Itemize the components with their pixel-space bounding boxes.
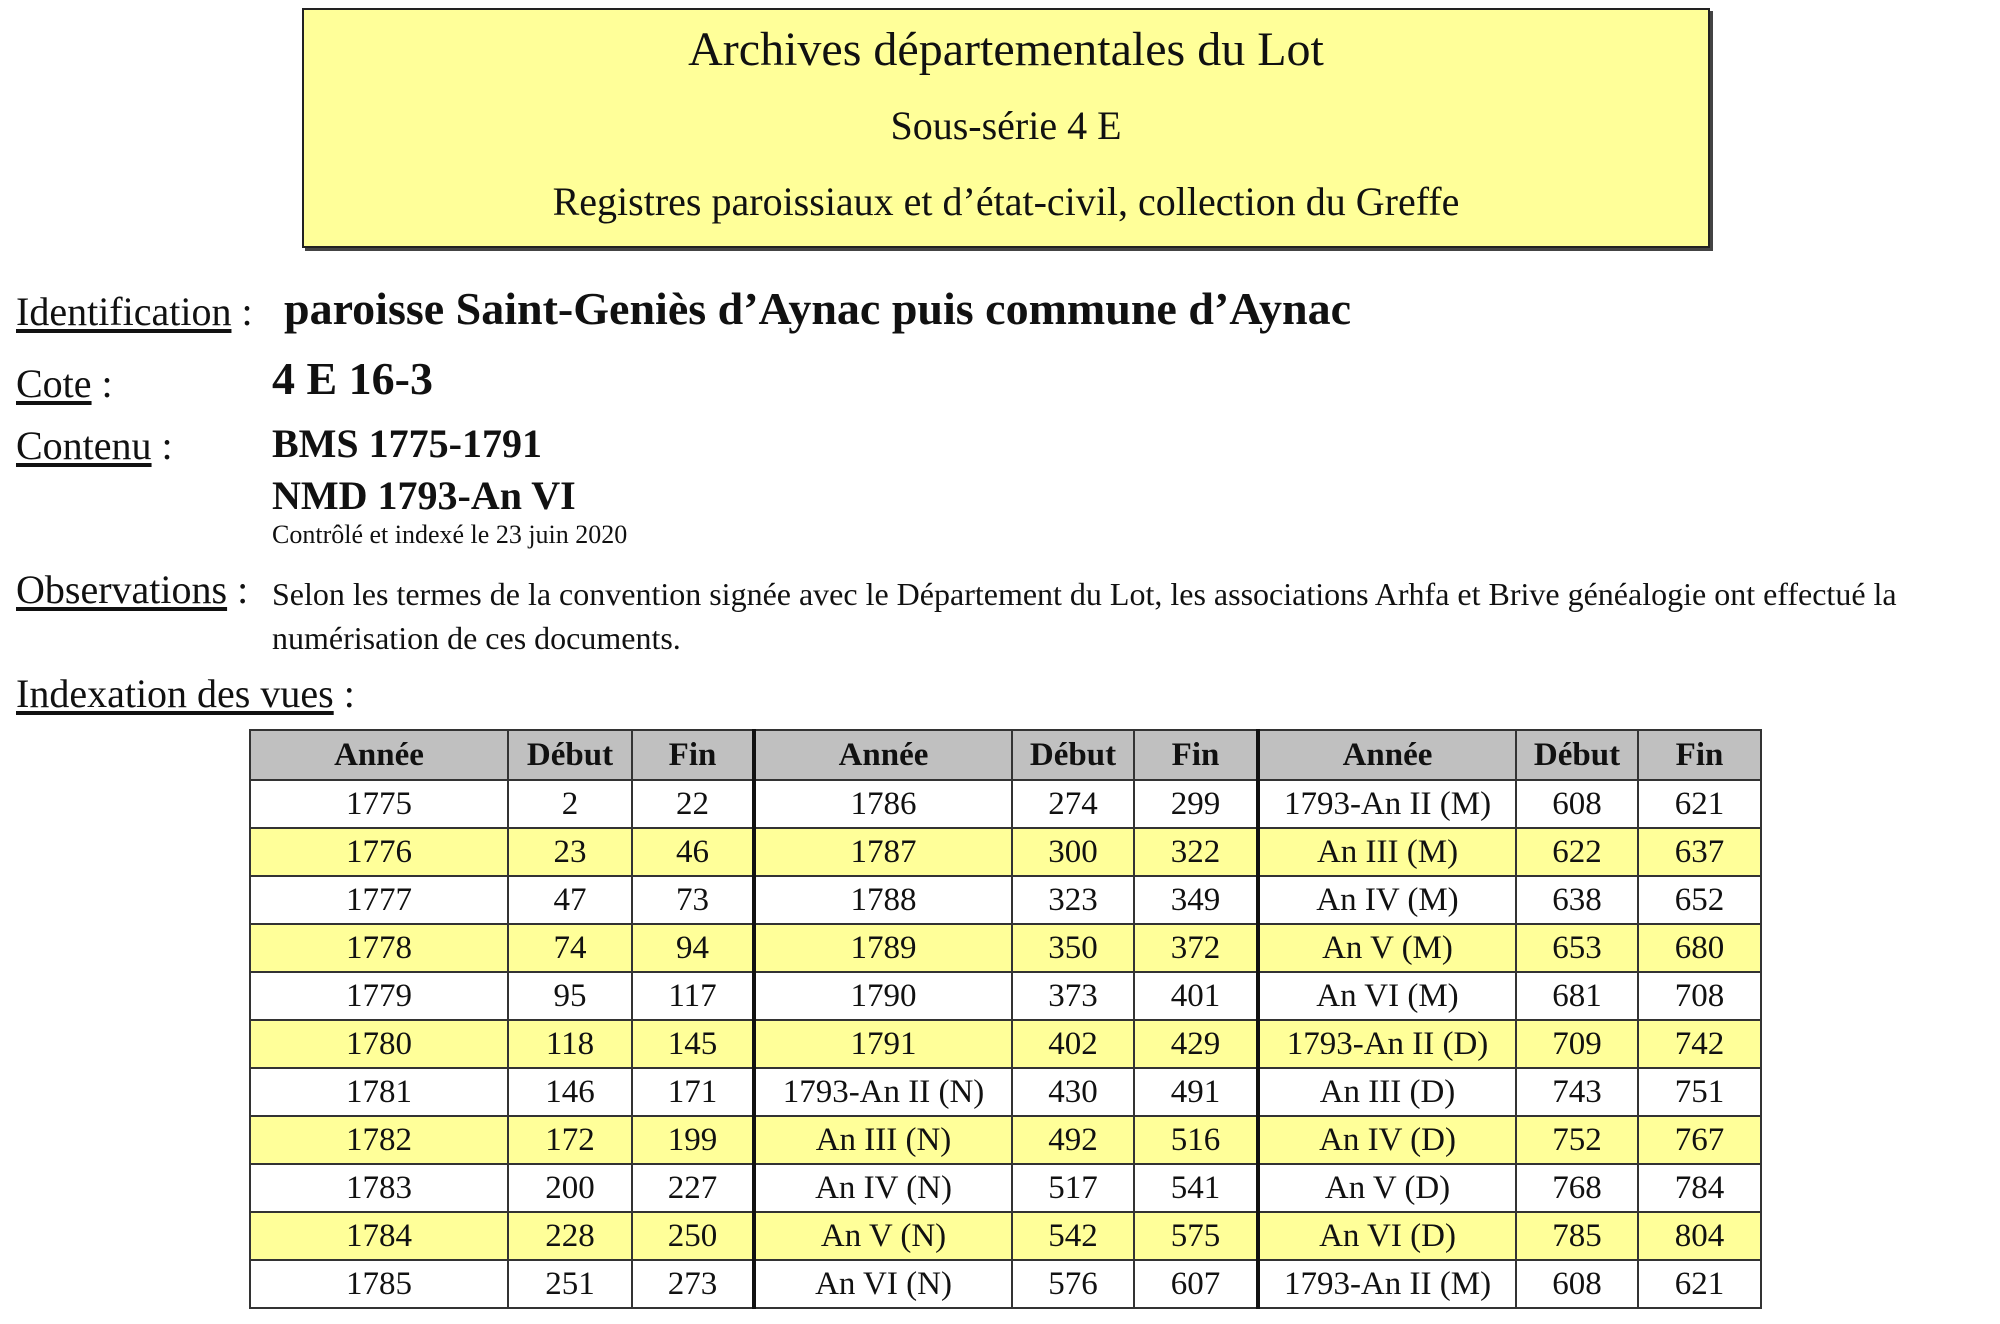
table-row <box>250 780 1761 828</box>
header-fin: Fin <box>1134 730 1258 780</box>
contenu-label: Contenu : <box>16 423 173 468</box>
table-cell: 47 <box>508 876 632 924</box>
table-cell: 73 <box>632 876 754 924</box>
table-cell: 637 <box>1638 828 1761 876</box>
table-cell: 1776 <box>250 828 508 876</box>
table-cell: 681 <box>1516 972 1638 1020</box>
table-cell: 1793-An II (D) <box>1258 1020 1516 1068</box>
table-cell: 1786 <box>754 780 1012 828</box>
table-cell: 622 <box>1516 828 1638 876</box>
table-cell: 274 <box>1012 780 1134 828</box>
table-cell: 784 <box>1638 1164 1761 1212</box>
table-cell: 22 <box>632 780 754 828</box>
table-cell: 145 <box>632 1020 754 1068</box>
table-cell: 542 <box>1012 1212 1134 1260</box>
table-cell: An IV (N) <box>754 1164 1012 1212</box>
header-box <box>302 8 1710 248</box>
table-cell: 1780 <box>250 1020 508 1068</box>
table-cell: 768 <box>1516 1164 1638 1212</box>
table-cell: An III (D) <box>1258 1068 1516 1116</box>
table-cell: 621 <box>1638 1260 1761 1308</box>
table-row <box>250 1020 1761 1068</box>
collection-title: Registres paroissiaux et d’état-civil, collection du Greffe <box>552 179 1460 224</box>
table-cell: 23 <box>508 828 632 876</box>
table-cell: 323 <box>1012 876 1134 924</box>
table-cell: An IV (M) <box>1258 876 1516 924</box>
table-cell: 1791 <box>754 1020 1012 1068</box>
table-cell: 576 <box>1012 1260 1134 1308</box>
table-cell: 751 <box>1638 1068 1761 1116</box>
table-cell: 743 <box>1516 1068 1638 1116</box>
table-cell: 95 <box>508 972 632 1020</box>
table-cell: 680 <box>1638 924 1761 972</box>
table-row <box>250 972 1761 1020</box>
table-cell: An V (N) <box>754 1212 1012 1260</box>
table-cell: 607 <box>1134 1260 1258 1308</box>
table-cell: 300 <box>1012 828 1134 876</box>
header-debut: Début <box>1012 730 1134 780</box>
table-cell: 742 <box>1638 1020 1761 1068</box>
table-cell: 372 <box>1134 924 1258 972</box>
identification-value: paroisse Saint-Geniès d’Aynac puis commune d’Aynac <box>284 283 1352 334</box>
header-annee: Année <box>250 730 508 780</box>
table-cell: 349 <box>1134 876 1258 924</box>
table-cell: 575 <box>1134 1212 1258 1260</box>
table-cell: 1793-An II (N) <box>754 1068 1012 1116</box>
table-row <box>250 1116 1761 1164</box>
table-cell: 1793-An II (M) <box>1258 1260 1516 1308</box>
table-cell: 430 <box>1012 1068 1134 1116</box>
table-cell: 250 <box>632 1212 754 1260</box>
table-cell: 200 <box>508 1164 632 1212</box>
table-cell: 608 <box>1516 1260 1638 1308</box>
table-cell: 373 <box>1012 972 1134 1020</box>
header-debut: Début <box>508 730 632 780</box>
table-cell: 429 <box>1134 1020 1258 1068</box>
table-cell: 1788 <box>754 876 1012 924</box>
sub-series: Sous-série 4 E <box>890 103 1122 148</box>
table-cell: 46 <box>632 828 754 876</box>
table-cell: 709 <box>1516 1020 1638 1068</box>
table-cell: 94 <box>632 924 754 972</box>
table-cell: 608 <box>1516 780 1638 828</box>
table-cell: 401 <box>1134 972 1258 1020</box>
contenu-bms: BMS 1775-1791 <box>272 421 542 466</box>
table-cell: 172 <box>508 1116 632 1164</box>
table-cell: 171 <box>632 1068 754 1116</box>
table-cell: 1781 <box>250 1068 508 1116</box>
indexation-label: Indexation des vues : <box>16 671 355 716</box>
table-cell: 402 <box>1012 1020 1134 1068</box>
table-cell: 74 <box>508 924 632 972</box>
table-row <box>250 1068 1761 1116</box>
table-cell: An III (M) <box>1258 828 1516 876</box>
table-cell: 708 <box>1638 972 1761 1020</box>
table-cell: 491 <box>1134 1068 1258 1116</box>
table-cell: 1785 <box>250 1260 508 1308</box>
identification-label: Identification : <box>16 289 253 334</box>
observations-text: Selon les termes de la convention signée avec le Département du Lot, les associations Arhfa et Brive généalogie ont effectué la numérisation de ces documents. <box>272 576 1897 656</box>
table-cell: 117 <box>632 972 754 1020</box>
table-cell: 767 <box>1638 1116 1761 1164</box>
table-cell: 1787 <box>754 828 1012 876</box>
header-annee: Année <box>1258 730 1516 780</box>
table-row <box>250 828 1761 876</box>
table-cell: 638 <box>1516 876 1638 924</box>
archive-title: Archives départementales du Lot <box>688 23 1324 76</box>
table-cell: 653 <box>1516 924 1638 972</box>
header-fin: Fin <box>632 730 754 780</box>
table-cell: 752 <box>1516 1116 1638 1164</box>
table-cell: An V (M) <box>1258 924 1516 972</box>
control-note: Contrôlé et indexé le 23 juin 2020 <box>272 520 628 549</box>
table-cell: An III (N) <box>754 1116 1012 1164</box>
table-cell: 1778 <box>250 924 508 972</box>
table-cell: 516 <box>1134 1116 1258 1164</box>
table-cell: 1789 <box>754 924 1012 972</box>
table-cell: 1775 <box>250 780 508 828</box>
table-cell: 517 <box>1012 1164 1134 1212</box>
table-cell: 621 <box>1638 780 1761 828</box>
table-cell: 492 <box>1012 1116 1134 1164</box>
table-cell: 273 <box>632 1260 754 1308</box>
header-fin: Fin <box>1638 730 1761 780</box>
table-cell: 1793-An II (M) <box>1258 780 1516 828</box>
table-cell: 227 <box>632 1164 754 1212</box>
table-cell: 299 <box>1134 780 1258 828</box>
table-row <box>250 1164 1761 1212</box>
table-cell: 1779 <box>250 972 508 1020</box>
table-cell: 322 <box>1134 828 1258 876</box>
table-cell: 1783 <box>250 1164 508 1212</box>
table-row <box>250 1212 1761 1260</box>
table-row <box>250 1260 1761 1308</box>
table-cell: 146 <box>508 1068 632 1116</box>
cote-label: Cote : <box>16 361 113 406</box>
table-cell: An VI (N) <box>754 1260 1012 1308</box>
contenu-nmd: NMD 1793-An VI <box>272 473 576 518</box>
table-cell: 652 <box>1638 876 1761 924</box>
table-cell: 350 <box>1012 924 1134 972</box>
cote-value: 4 E 16-3 <box>272 353 433 404</box>
table-cell: 1777 <box>250 876 508 924</box>
table-cell: 541 <box>1134 1164 1258 1212</box>
table-cell: 2 <box>508 780 632 828</box>
table-cell: An IV (D) <box>1258 1116 1516 1164</box>
table-row <box>250 876 1761 924</box>
table-cell: 1782 <box>250 1116 508 1164</box>
table-cell: 1784 <box>250 1212 508 1260</box>
table-row <box>250 924 1761 972</box>
table-cell: 199 <box>632 1116 754 1164</box>
table-cell: An VI (M) <box>1258 972 1516 1020</box>
table-cell: 228 <box>508 1212 632 1260</box>
table-cell: An V (D) <box>1258 1164 1516 1212</box>
table-cell: An VI (D) <box>1258 1212 1516 1260</box>
header-annee: Année <box>754 730 1012 780</box>
observations-label: Observations : <box>16 567 249 612</box>
table-cell: 1790 <box>754 972 1012 1020</box>
table-cell: 251 <box>508 1260 632 1308</box>
indexation-table <box>249 729 1762 1309</box>
table-cell: 804 <box>1638 1212 1761 1260</box>
table-cell: 785 <box>1516 1212 1638 1260</box>
header-debut: Début <box>1516 730 1638 780</box>
table-header-row <box>250 730 1761 780</box>
table-cell: 118 <box>508 1020 632 1068</box>
